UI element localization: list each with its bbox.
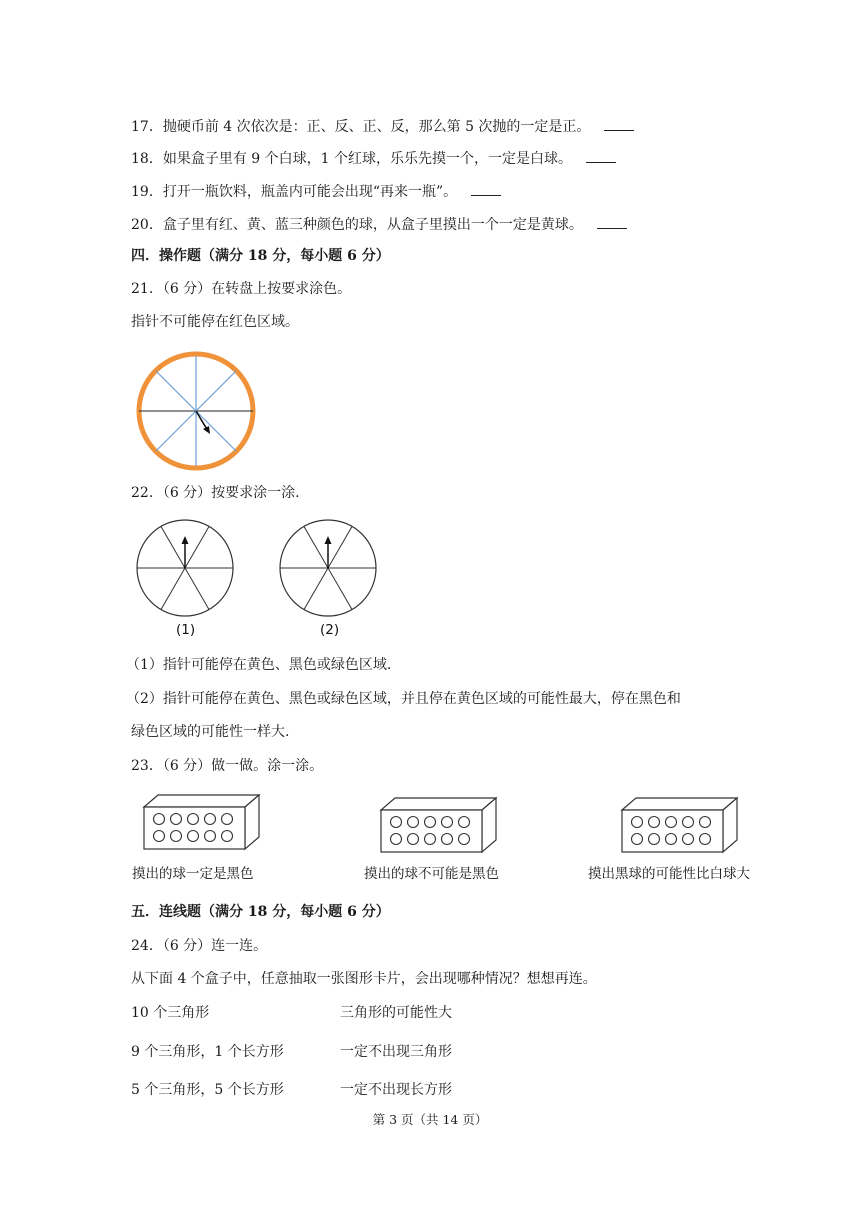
question-21: 21．（6 分）在转盘上按要求涂色。 <box>131 281 352 297</box>
box-top <box>622 798 737 810</box>
question-23: 23．（6 分）做一做。涂一涂。 <box>131 758 324 774</box>
spinner-q21[interactable] <box>134 350 258 472</box>
spinner-label-1: (1) <box>176 622 196 638</box>
answer-blank-18[interactable] <box>586 148 616 163</box>
question-22-requirement-2-cont: 绿色区域的可能性一样大. <box>131 724 290 740</box>
question-18-text: 18．如果盒子里有 9 个白球，1 个红球，乐乐先摸一个，一定是白球。 <box>131 151 572 167</box>
spinner-label-2: (2) <box>320 622 340 638</box>
match-right-item-1[interactable]: 三角形的可能性大 <box>340 1005 452 1021</box>
answer-blank-20[interactable] <box>597 214 627 229</box>
question-19 <box>131 181 501 201</box>
question-20 <box>131 214 627 234</box>
question-22-requirement-2: （2）指针可能停在黄色、黑色或绿色区域，并且停在黄色区域的可能性最大，停在黑色和 <box>126 691 681 707</box>
ball-box-2-caption: 摸出的球不可能是黑色 <box>364 866 499 882</box>
section-5-title: 五．连线题（满分 18 分，每小题 6 分） <box>131 904 390 920</box>
match-right-item-2[interactable]: 一定不出现三角形 <box>340 1044 452 1060</box>
question-21-requirement: 指针不可能停在红色区域。 <box>131 314 299 330</box>
ball-box-1-caption: 摸出的球一定是黑色 <box>132 866 254 882</box>
ball-box-1[interactable] <box>142 793 262 853</box>
match-left-item-3[interactable]: 5 个三角形，5 个长方形 <box>131 1082 284 1098</box>
question-24-description: 从下面 4 个盒子中，任意抽取一张图形卡片，会出现哪种情况？想想再连。 <box>131 971 597 987</box>
question-18 <box>131 148 616 168</box>
match-left-item-2[interactable]: 9 个三角形，1 个长方形 <box>131 1044 284 1060</box>
answer-blank-19[interactable] <box>471 181 501 196</box>
question-24: 24．（6 分）连一连。 <box>131 938 268 954</box>
ball-box-3[interactable] <box>620 796 740 856</box>
answer-blank-17[interactable] <box>604 116 634 131</box>
question-20-text: 20．盒子里有红、黄、蓝三种颜色的球，从盒子里摸出一个一定是黄球。 <box>131 217 583 233</box>
box-top <box>144 795 259 807</box>
spinner-pointer-arrowhead <box>325 536 332 544</box>
question-22: 22．（6 分）按要求涂一涂. <box>131 485 300 501</box>
section-4-title: 四．操作题（满分 18 分，每小题 6 分） <box>131 248 390 264</box>
spinner-pointer-arrowhead <box>182 536 189 544</box>
question-17-text: 17．抛硬币前 4 次依次是：正、反、正、反，那么第 5 次抛的一定是正。 <box>131 119 591 135</box>
ball-box-2[interactable] <box>379 796 499 856</box>
question-19-text: 19．打开一瓶饮料，瓶盖内可能会出现“再来一瓶”。 <box>131 184 458 200</box>
question-22-requirement-1: （1）指针可能停在黄色、黑色或绿色区域. <box>126 657 392 673</box>
match-right-item-3[interactable]: 一定不出现长方形 <box>340 1082 452 1098</box>
box-top <box>381 798 496 810</box>
ball-box-3-caption: 摸出黑球的可能性比白球大 <box>588 866 750 882</box>
question-17 <box>131 116 634 136</box>
match-left-item-1[interactable]: 10 个三角形 <box>131 1005 210 1021</box>
page-footer: 第 3 页（共 14 页） <box>372 1112 488 1127</box>
